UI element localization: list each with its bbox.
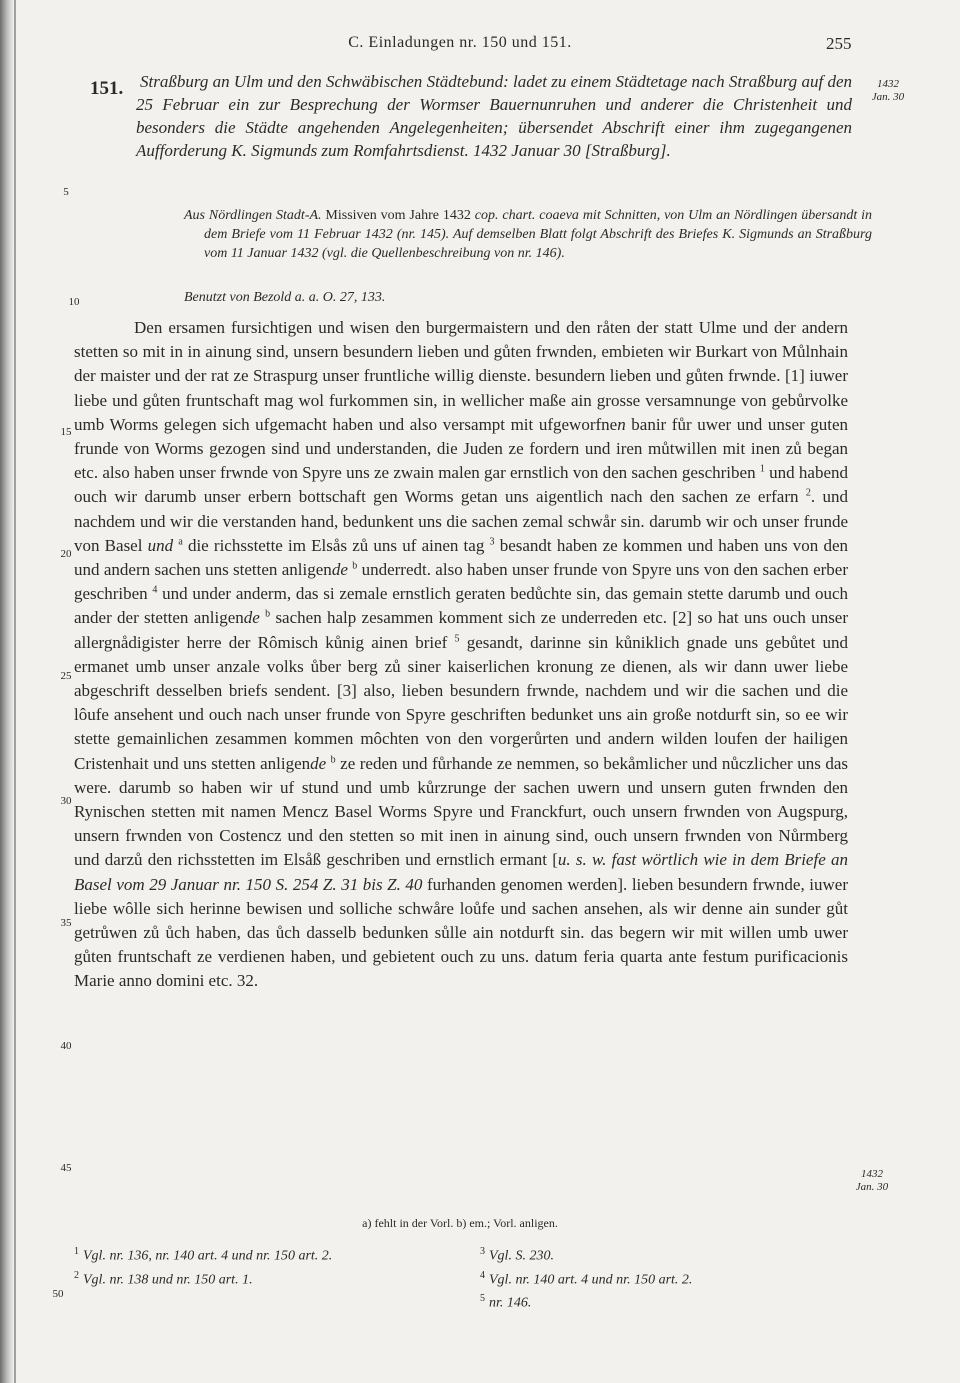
margin-date-year: 1432 [861, 1168, 883, 1180]
footnotes-left-column [74, 1242, 454, 1289]
margin-date-bottom [842, 1168, 902, 1194]
variant-ref: a [178, 536, 183, 548]
variant-apparatus: a) fehlt in der Vorl. b) em.; Vorl. anligen. [362, 1216, 558, 1230]
source-collection: Missiven vom Jahre 1432 [325, 208, 471, 223]
line-number: 20 [60, 548, 72, 560]
text-segment: banir fůr uwer und unser guten frunde von Worms gezogen sind und understanden, die Juden ze fordern und iren můtwillen mit inen zů began etc. also haben unser frwnde von Spyre uns ze zwain malen gar ernstlich von den sachen geschriben [74, 414, 849, 483]
line-number: 35 [60, 917, 72, 929]
footnote-ref: 2 [805, 487, 811, 499]
line-number: 40 [60, 1040, 72, 1052]
text-segment: Den ersamen fursichtigen und wisen den burgermaistern und den råten der statt Ulme und der andern stetten so mit in in ainung sind, unsern besundern lieben und gůten frwnden, embieten wir Burkart von Můlnhain der maister und der rat ze Straspurg unser fruntliche willig dienste. besundern lieben und gůten frwnde. [1] iuwer liebe und gůten fruntschaft mag wol furkommen sin, in wellicher maße ain grosse versamnunge von gebůrvolke umb Worms gelegen sich ufgemacht haben und also versampt mit ufgeworfne [74, 318, 848, 434]
entry-regest: Straßburg an Ulm und den Schwäbischen Städtebund: ladet zu einem Städtetage nach Straßburg auf den 25 Februar ein zur Besprechung der Wormser Bauernunruhen und anderer die Christenheit und besonders die Städte angehenden Angelegenheiten; übersendet Abschrift einer ihm zugegangenen Aufforderung K. Sigmunds zum Romfahrtsdienst. 1432 Januar 30 [Straßburg]. [136, 72, 852, 160]
footnote-text: Vgl. S. 230. [489, 1248, 554, 1264]
footnote-ref: 3 [489, 536, 495, 548]
variant-ref: b [330, 754, 336, 765]
text-segment: underredt. also haben unser frunde von Spyre uns von den sachen erber geschriben [74, 560, 848, 604]
letter-text [74, 316, 848, 994]
footnote [74, 1242, 454, 1266]
footnote-ref: 1 [759, 463, 765, 475]
footnote-ref: 4 [152, 584, 158, 596]
line-number: 45 [60, 1162, 72, 1174]
source-archive: Aus Nördlingen Stadt-A. [184, 208, 322, 223]
text-segment: und habend ouch wir darumb unser erbern bottschaft gen Worms getan uns aigentlich nach den sachen ze erfarn [74, 463, 848, 507]
footnote-number: 1 [74, 1246, 79, 1257]
page-gutter-shadow [0, 0, 14, 1383]
footnotes-right-column [480, 1242, 860, 1313]
footnote-number: 3 [480, 1246, 485, 1257]
source-description: cop. chart. coaeva mit Schnitten, von Ulm an Nördlingen übersandt in dem Briefe vom 11 Februar 1432 (nr. 145). Auf demselben Blatt folgt Abschrift des Briefes K. Sigmunds an Straßburg vom 11 Januar 1432 (vgl. die Quellenbeschreibung von nr. 146). [204, 208, 872, 261]
line-number: 50 [52, 1288, 64, 1300]
margin-date-day: Jan. 30 [855, 1181, 889, 1193]
footnote [480, 1289, 860, 1313]
text-emendation: de [331, 560, 348, 580]
text-segment: besandt haben ze kommen und haben uns von den und andern sachen uns stetten anligen [74, 535, 849, 580]
line-number: 15 [60, 426, 72, 438]
text-emendation: n [617, 414, 626, 434]
footnote [480, 1242, 860, 1266]
line-number: 25 [60, 670, 72, 682]
used-by-note: Benutzt von Bezold a. a. O. 27, 133. [184, 290, 386, 305]
source-note [184, 206, 872, 263]
footnote [480, 1266, 860, 1290]
running-header: C. Einladungen nr. 150 und 151. [348, 34, 572, 51]
line-number: 30 [60, 795, 72, 807]
text-segment: und under anderm, das si zemale ernstlich geraten bedůchte sin, das gemain stette darumb und ouch ander der stetten anligen [74, 584, 848, 628]
text-segment: furhanden genomen werden]. lieben besundern frwnde, iuwer liebe wôlle sich herinne bewisen und solliche schwåre loůfe und sachen ansehen, als wir denne ain sunder gůt getrůwen zů ůch haben, das ůch dasselb bedunken sůlle ain notdurft sin. das begern wir mit willen umb uwer gůten fruntschaft ze verdienen haben, und gebietent ouch zu uns. datum feria quarta ante festum purificacionis Marie anno domini etc. 32. [74, 874, 848, 991]
text-segment: . und nachdem und wir die verstanden hand, bedunkent uns die sachen zemal schwår sin. darumb wir och unser frunde von Basel [74, 487, 849, 555]
margin-date-year: 1432 [877, 78, 899, 90]
footnote-number: 2 [74, 1269, 79, 1281]
footnote-ref: 5 [454, 632, 460, 644]
page-number: 255 [826, 34, 852, 53]
variant-ref: b [265, 608, 271, 620]
footnote-text: nr. 146. [489, 1295, 532, 1311]
text-segment: die richsstette im Elsås zů uns uf ainen tag [182, 535, 485, 555]
footnote-text: Vgl. nr. 140 art. 4 und nr. 150 art. 2. [489, 1272, 693, 1288]
text-segment: sachen halp zesammen komment sich ze underreden etc. [2] so hat uns ouch unser allergnådigister herre der Rômisch kůnig ainen brief [74, 608, 849, 652]
text-emendation: und [147, 535, 174, 555]
text-emendation: de [243, 608, 260, 628]
footnote-number: 5 [480, 1293, 485, 1305]
footnote-text: Vgl. nr. 136, nr. 140 art. 4 und nr. 150 art. 2. [83, 1248, 333, 1264]
line-number: 10 [68, 296, 80, 308]
entry-number: 151. [90, 78, 124, 99]
footnote-number: 4 [480, 1269, 485, 1281]
footnote-text: Vgl. nr. 138 und nr. 150 art. 1. [83, 1272, 253, 1288]
text-segment: gesandt, darinne sin kůniklich gnade uns gebůtet und ermanet umb unser anzale volks ůber berg zů siner kaiserlichen kronung ze dienen, als wir dann uwer liebe abgeschrift desselben briefs sendent. [3] also, lieben besundern frwnde, nachdem und wir die sachen und die lôufe ansehent und ouch nach unser frunde von Spyre geschriften bedunket uns ain großе notdurft sin, so ee wir stette gemainlichen zesammen kommen môchten von den vorgerůrten und andern wilden loufen der hailigen Cristenhait und uns stetten anligen [74, 632, 849, 773]
variant-ref: b [352, 560, 358, 572]
line-number: 5 [63, 186, 69, 198]
margin-date-day: Jan. 30 [871, 91, 905, 103]
margin-date-top [858, 78, 918, 104]
footnote [74, 1266, 454, 1290]
editorial-note: u. s. w. fast wörtlich wie in dem Briefe an Basel vom 29 Januar nr. 150 S. 254 Z. 31 bis Z. 40 [74, 850, 848, 894]
page-edge [14, 0, 16, 1383]
text-segment: ze reden und fůrhande ze nemmen, so bekåmlicher und nůczlicher uns das were. darumb so haben wir uf stund und umb kůrzrunge der sachen uwern und unsern guten frwnden den Rynischen stetten mit namen Mencz Basel Worms Spyre und Franckfurt, ouch unsern frwnden von Augspurg, unsern frwnden von Costencz und den stetten so mit inen in ainung sind, ouch unsern frwnden von Nůrmberg und darzů den richsstetten im Elsåß geschriben und ernstlich ermant [ [74, 753, 848, 870]
text-emendation: de [310, 753, 327, 773]
